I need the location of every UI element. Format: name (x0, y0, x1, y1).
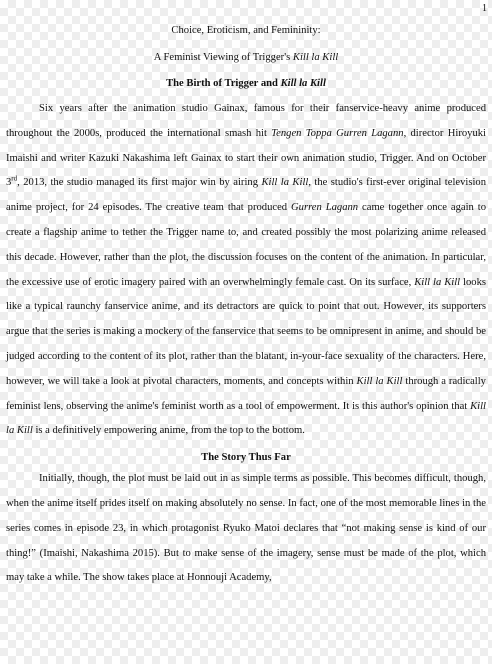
document-title: Choice, Eroticism, and Femininity: (171, 25, 321, 36)
page-number: 1 (482, 3, 487, 14)
paragraph-birth-of-trigger: Six years after the animation studio Gainax, famous for their fanservice-heavy anime produced throughout the 2000s, produced the international smash hit Tengen Toppa Gurren Lagann, director Hiroyuki Imaishi and writer Kazuki Nakashima left Gainax to start their own animation studio, Trigger. And on October 3rd, 2013, the studio managed its first major win by airing Kill la Kill, the studio's first-ever original television anime project, for 24 episodes. The creative team that produced Gurren Lagann came together once again to create a flagship anime to tether the Trigger name to, and created possibly the most polarizing anime released this decade. However, rather than the plot, the discussion focuses on the content of the animation. In particular, the excessive use of erotic imagery paired with an overwhelmingly female cast. On its surface, Kill la Kill looks like a typical raunchy fanservice anime, and its detractors are quick to point that out. However, its supporters argue that the series is making a mockery of the fanservice that seems to be omnipresent in anime, and should be judged according to the content of its plot, rather than the blatant, in-your-face sexuality of the characters. Here, however, we will take a look at pivotal characters, moments, and concepts within Kill la Kill through a radically feminist lens, observing the anime's feminist worth as a tool of empowerment. It is this author's opinion that Kill la Kill is a definitively empowering anime, from the top to the bottom. (6, 103, 486, 437)
document-subtitle: A Feminist Viewing of Trigger's Kill la Kill (153, 52, 339, 63)
section-heading-birth-of-trigger: The Birth of Trigger and Kill la Kill (166, 78, 326, 89)
paragraph-story-thus-far: Initially, though, the plot must be laid out in as simple terms as possible. This becomes difficult, though, when the anime itself prides itself on making absolutely no sense. In fact, one of the most memorable lines in the series comes in episode 23, in which protagonist Ryuko Matoi declares that “not making sense is kind of our thing!” (Imaishi, Nakashima 2015). But to make sense of the imagery, sense must be made of the plot, which may take a while. The show takes place at Honnouji Academy, (6, 473, 486, 584)
section-heading-story-thus-far: The Story Thus Far (201, 452, 291, 464)
document-body (6, 24, 486, 591)
